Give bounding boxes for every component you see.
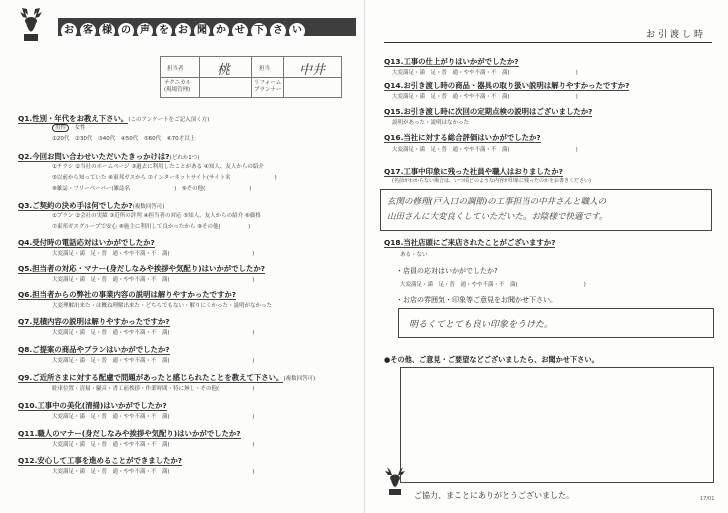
q7-title: Q7.見積内容の説明は解りやすかったですか?	[18, 317, 170, 326]
deer-logo-icon	[14, 6, 48, 42]
q2-title: Q2.今回お問い合わせいただいたきっかけは?(どれか1つ)	[18, 152, 200, 161]
q3-title: Q3.ご契約の決め手は何でしたか?(複数回答可)	[18, 201, 165, 210]
q1-title: Q1.性別・年代をお教え下さい。(このアンケートをご記入頂く方)	[18, 114, 210, 123]
q13-title: Q13.工事の仕上がりはいかがでしたか?	[384, 57, 519, 66]
q2-line2: ⑤以前から知っていた ⑥東邦ガスから ⑦インターネットサイト(サイト名 )	[52, 175, 277, 181]
q8-title: Q8.ご提案の商品やプランはいかがでしたか?	[18, 345, 170, 354]
q6-options: 大変理解出来た・は概ね理解出来た・どちらでもない・解りにくかった・説明がなかった	[52, 303, 272, 309]
q17-answer-line1: 玄関の修理(戸入口の調節)の工事担当の中井さんと職人の	[387, 197, 607, 207]
handover-label: お引渡し時	[646, 30, 707, 40]
q12-scale: 大変満足・満 足・普 通・やや不満・不 満( )	[52, 469, 255, 475]
store-name: 中井	[299, 63, 326, 78]
q2-line3: ⑧雑誌・フリーペーパー(雑誌名 ) ⑨その他( )	[52, 186, 252, 192]
q6-title: Q6.担当者からの弊社の事業内容の説明は解りやすかったですか?	[18, 290, 237, 299]
q2-line1: ①チラシ ②当社のホームページ ③過去に利用したことがある ④知人、友人からの紹介	[52, 164, 264, 170]
q14-title: Q14.お引き渡し時の商品・器具の取り扱い説明は解りやすかったですか?	[384, 81, 630, 90]
q5-title: Q5.担当者の対応・マナー(身だしなみや挨拶や気配り)はいかがでしたか?	[18, 264, 265, 273]
q18-options: ある・ない	[400, 252, 428, 258]
sales-label: 担当者	[167, 66, 184, 72]
title-char: さ	[270, 23, 286, 39]
title-char: お	[175, 23, 191, 39]
q11-title: Q11.職人のマナー(身だしなみや挨拶や気配り)はいかがでしたか?	[18, 429, 241, 438]
q18-scale: 大変満足・満 足・普 通・やや不満・不 満( )	[400, 282, 586, 288]
title-char: 客	[80, 23, 96, 39]
q18-impression-question: ・お店の雰囲気・印象等ご意見をお聞かせ下さい。	[396, 296, 557, 304]
title-char: を	[156, 23, 172, 39]
staff-table	[160, 56, 342, 98]
q17-note: (名前がわからない場合は、いつ頃どのような内容が印象に残ったのかをお書きください)	[392, 178, 591, 184]
q12-title: Q12.安心して工事を進めることができましたか?	[18, 456, 183, 465]
q18-staff-question: ・店員の応対はいかがでしたか?	[396, 267, 498, 275]
title-char: い	[289, 23, 305, 39]
q1-gender: 男性 女性	[52, 123, 86, 131]
q17-answer-line2: 山田さんに大変良くしていただいた。お陰様で快適です。	[387, 212, 608, 222]
tech-label: テクニカル (現場管理)	[164, 80, 192, 93]
title-char: か	[213, 23, 229, 39]
title-char: お	[61, 23, 77, 39]
q8-scale: 大変満足・満 足・普 通・やや不満・不 満( )	[52, 358, 255, 364]
q18-answer: 明るくてとても良い印象をうけた。	[409, 320, 554, 330]
other-comments-box	[400, 367, 714, 483]
deer-small-icon	[382, 466, 408, 496]
q16-scale: 大変満足・満 足・普 通・やや不満・不 満( )	[392, 147, 578, 153]
q14-scale: 大変満足・満 足・普 通・やや不満・不 満( )	[392, 94, 578, 100]
q9-title: Q9.ご近所さまに対する配慮で問題があったと感じられたことを教えて下さい。(複数回答可)	[18, 373, 316, 382]
sales-name: 桃	[217, 63, 231, 78]
q9-options: 駐車位置・清掃・騒音・書工前挨拶・作業時間・特に無し・その他( )	[52, 386, 255, 392]
title-char: 聞	[194, 23, 210, 39]
q10-scale: 大変満足・満 足・普 通・やや不満・不 満( )	[52, 414, 255, 420]
thanks-text: ご協力、まことにありがとうございました。	[414, 491, 574, 500]
survey-title-bar	[58, 18, 356, 36]
header-rule	[384, 42, 712, 43]
title-char: せ	[232, 23, 248, 39]
store-label: 担当	[259, 66, 271, 72]
q10-title: Q10.工事中の美化(清掃)はいかがでしたか?	[18, 401, 167, 410]
q17-answer-box	[380, 189, 712, 231]
q3-line2: ⑦東邦ガスグループで安心 ⑧施主に利用して良かったから ⑨その他( )	[52, 224, 251, 230]
other-comments-label: ●その他、ご意見・ご要望などございましたら、お聞かせ下さい。	[384, 355, 599, 364]
title-char: 様	[99, 23, 115, 39]
title-char: 声	[137, 23, 153, 39]
form-code: 17/01	[700, 496, 715, 502]
reform-label: リフォーム プランナー	[254, 80, 282, 93]
q17-title: Q17.工事中印象に残った社員や職人はおりましたか?	[384, 167, 563, 176]
q7-scale: 大変満足・満 足・普 通・やや不満・不 満( )	[52, 330, 255, 336]
q18-title: Q18.当社店頭にご来店されたことがございますか?	[384, 238, 556, 247]
q4-scale: 大変満足・満 足・普 通・やや不満・不 満( )	[52, 251, 255, 257]
q15-options: 説明があった・説明はなかった	[392, 120, 469, 126]
q15-title: Q15.お引き渡し時に次回の定期点検の説明はございましたか?	[384, 107, 593, 116]
title-char: の	[118, 23, 134, 39]
q11-scale: 大変満足・満 足・普 通・やや不満・不 満( )	[52, 442, 255, 448]
q5-scale: 大変満足・満 足・普 通・やや不満・不 満( )	[52, 277, 255, 283]
title-char: 下	[251, 23, 267, 39]
q3-line1: ①プラン ②会社の実績 ③近所の評判 ④担当者の対応 ⑤知人、友人からの紹介 ⑥価格	[52, 213, 261, 219]
q18-answer-box	[398, 308, 714, 338]
q16-title: Q16.当社に対する総合評価はいかがでしたか?	[384, 133, 541, 142]
q13-scale: 大変満足・満 足・普 通・やや不満・不 満( )	[392, 70, 578, 76]
q4-title: Q4.受付時の電話応対はいかがでしたか?	[18, 238, 155, 247]
q1-ages: ①20代 ②30代 ③40代 ④50代 ⑤60代 ⑥70才以上	[52, 136, 196, 142]
